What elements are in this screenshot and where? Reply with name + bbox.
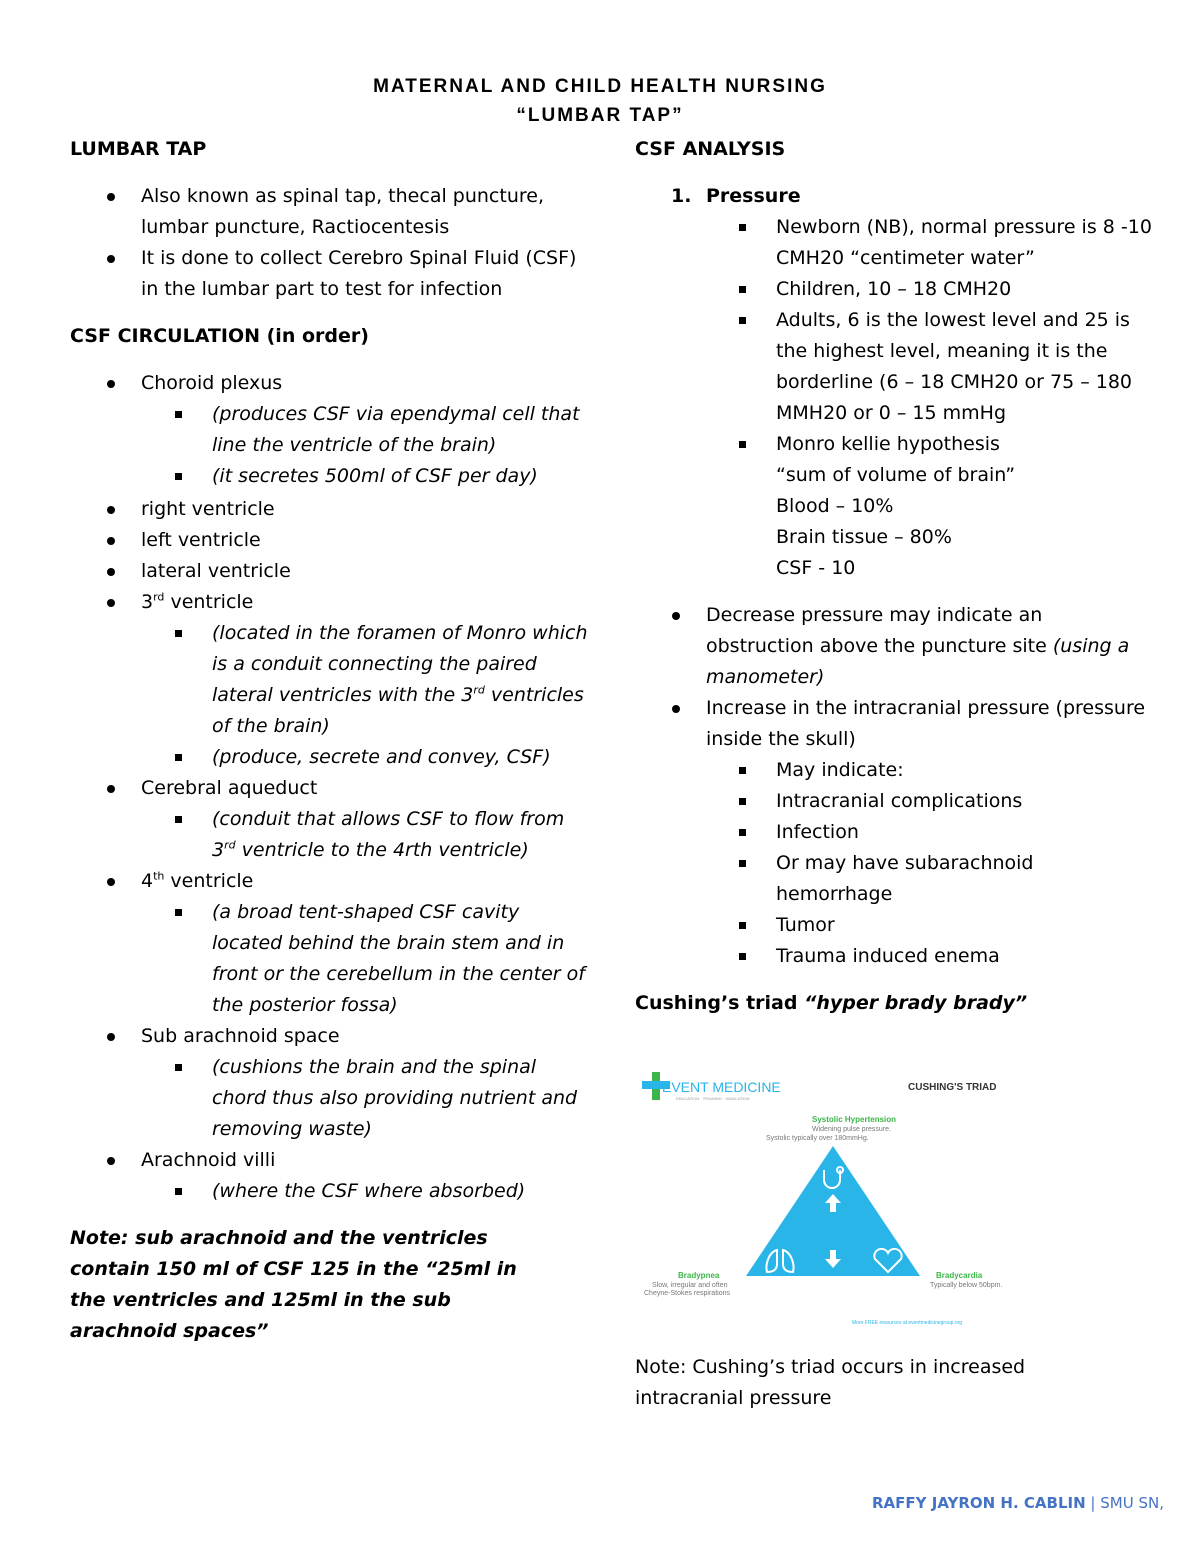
diagram-title: CUSHING'S TRIAD bbox=[908, 1082, 997, 1093]
sub-list-item: (where the CSF where absorbed) bbox=[70, 1176, 590, 1207]
top-label: Systolic Hypertension bbox=[812, 1115, 897, 1124]
bullet-icon bbox=[107, 537, 115, 545]
event-medicine-logo bbox=[642, 1072, 781, 1101]
list-item: Cerebral aqueduct bbox=[70, 773, 590, 804]
sub-list-item: Children, 10 – 18 CMH20 bbox=[635, 274, 1155, 305]
square-bullet-icon bbox=[175, 1064, 182, 1071]
sub-list-item: (conduit that allows CSF to flow from 3rd ventricle to the 4rth ventricle) bbox=[70, 804, 590, 866]
sub-list-item: (located in the foramen of Monro which is a conduit connecting the paired lateral ventricles with the 3rd ventricles of the brain) bbox=[70, 618, 590, 742]
list-item: Choroid plexus bbox=[70, 368, 590, 399]
square-bullet-icon bbox=[175, 754, 182, 761]
cushing-heading: Cushing’s triad “hyper brady brady” bbox=[635, 992, 1028, 1014]
list-item: left ventricle bbox=[70, 525, 590, 556]
sub-list-item: Tumor bbox=[635, 910, 1155, 941]
bullet-icon bbox=[107, 1033, 115, 1041]
sub-list-item: May indicate: bbox=[635, 755, 1155, 786]
sub-list-item: Newborn (NB), normal pressure is 8 -10 CMH20 “centimeter water” bbox=[635, 212, 1155, 274]
bullet-icon bbox=[107, 599, 115, 607]
bullet-icon bbox=[107, 785, 115, 793]
list-item: lateral ventricle bbox=[70, 556, 590, 587]
sub-list-item: (produces CSF via ependymal cell that line the ventricle of the brain) bbox=[70, 399, 590, 461]
left-column bbox=[70, 134, 590, 1347]
right-label: Bradycardia bbox=[936, 1271, 983, 1280]
square-bullet-icon bbox=[739, 829, 746, 836]
csf-circulation-heading: CSF CIRCULATION (in order) bbox=[70, 325, 369, 347]
logo-text: EVENT MEDICINE bbox=[662, 1079, 781, 1095]
top-desc-2: Systolic typically over 180mmHg. bbox=[766, 1135, 869, 1142]
square-bullet-icon bbox=[739, 922, 746, 929]
sub-list-item: Infection bbox=[635, 817, 1155, 848]
sub-list-item: Or may have subarachnoid hemorrhage bbox=[635, 848, 1155, 910]
square-bullet-icon bbox=[739, 798, 746, 805]
square-bullet-icon bbox=[175, 816, 182, 823]
bullet-icon bbox=[107, 506, 115, 514]
bullet-icon bbox=[107, 878, 115, 886]
numbered-item-pressure: 1. Pressure bbox=[671, 185, 801, 207]
square-bullet-icon bbox=[739, 286, 746, 293]
left-desc-2: Cheyne-Stokes respirations bbox=[644, 1290, 730, 1297]
list-item: Arachnoid villi bbox=[70, 1145, 590, 1176]
csf-analysis-heading: CSF ANALYSIS bbox=[635, 138, 786, 160]
logo-tagline: EDUCATION · TRAINING · SIMULATION bbox=[676, 1096, 750, 1101]
square-bullet-icon bbox=[175, 473, 182, 480]
bullet-icon bbox=[107, 568, 115, 576]
sub-list-item-monro: Monro kellie hypothesis “sum of volume of brain” Blood – 10% Brain tissue – 80% CSF - 10 bbox=[635, 429, 1155, 584]
left-desc-1: Slow, irregular and often bbox=[652, 1282, 728, 1289]
list-item: 4th ventricle bbox=[70, 866, 590, 897]
sub-list-item: Intracranial complications bbox=[635, 786, 1155, 817]
square-bullet-icon bbox=[739, 953, 746, 960]
list-item: 3rd ventricle bbox=[70, 587, 590, 618]
author-footer: RAFFY JAYRON H. CABLIN | SMU SN, bbox=[872, 1494, 1164, 1512]
bullet-icon bbox=[672, 612, 680, 620]
left-label: Bradypnea bbox=[678, 1271, 720, 1280]
sub-list-item: (a broad tent-shaped CSF cavity located behind the brain stem and in front or the cerebellum in the center of the posterior fossa) bbox=[70, 897, 590, 1021]
right-desc: Typically below 50bpm. bbox=[930, 1282, 1003, 1289]
cushing-note: Note: Cushing’s triad occurs in increased intracranial pressure bbox=[635, 1356, 1026, 1409]
top-desc-1: Widening pulse pressure. bbox=[812, 1126, 891, 1133]
bullet-icon bbox=[107, 255, 115, 263]
square-bullet-icon bbox=[739, 224, 746, 231]
sub-list-item: (cushions the brain and the spinal chord thus also providing nutrient and removing waste) bbox=[70, 1052, 590, 1145]
bullet-icon bbox=[107, 1157, 115, 1165]
square-bullet-icon bbox=[175, 1188, 182, 1195]
lumbar-tap-heading: LUMBAR TAP bbox=[70, 138, 207, 160]
cushing-triad-diagram bbox=[640, 1066, 1050, 1334]
square-bullet-icon bbox=[175, 909, 182, 916]
diagram-footer: More FREE resources at eventmedicinegroup.org bbox=[852, 1320, 963, 1326]
sub-list-item: Adults, 6 is the lowest level and 25 is the highest level, meaning it is the borderline (6 – 18 CMH20 or 75 – 180 MMH20 or 0 – 15 mmHg bbox=[635, 305, 1155, 429]
list-item: Increase in the intracranial pressure (pressure inside the skull) bbox=[635, 693, 1155, 755]
document-title: MATERNAL AND CHILD HEALTH NURSING bbox=[373, 76, 827, 97]
square-bullet-icon bbox=[739, 860, 746, 867]
list-item: right ventricle bbox=[70, 494, 590, 525]
square-bullet-icon bbox=[175, 411, 182, 418]
document-subtitle: “LUMBAR TAP” bbox=[516, 105, 684, 126]
csf-volume-note: Note: sub arachnoid and the ventricles contain 150 ml of CSF 125 in the “25ml in the ventricles and 125ml in the sub arachnoid spaces” bbox=[70, 1227, 517, 1342]
square-bullet-icon bbox=[175, 630, 182, 637]
square-bullet-icon bbox=[739, 317, 746, 324]
list-item: Also known as spinal tap, thecal puncture, lumbar puncture, Ractiocentesis bbox=[70, 181, 590, 243]
sub-list-item: (produce, secrete and convey, CSF) bbox=[70, 742, 590, 773]
right-column bbox=[635, 134, 1155, 1019]
bullet-icon bbox=[107, 193, 115, 201]
square-bullet-icon bbox=[739, 441, 746, 448]
bullet-icon bbox=[107, 380, 115, 388]
sub-list-item: Trauma induced enema bbox=[635, 941, 1155, 972]
list-item: Decrease pressure may indicate an obstruction above the puncture site (using a manometer) bbox=[635, 600, 1155, 693]
list-item: Sub arachnoid space bbox=[70, 1021, 590, 1052]
square-bullet-icon bbox=[739, 767, 746, 774]
list-item: It is done to collect Cerebro Spinal Fluid (CSF) in the lumbar part to test for infection bbox=[70, 243, 590, 305]
sub-list-item: (it secretes 500ml of CSF per day) bbox=[70, 461, 590, 492]
bullet-icon bbox=[672, 705, 680, 713]
